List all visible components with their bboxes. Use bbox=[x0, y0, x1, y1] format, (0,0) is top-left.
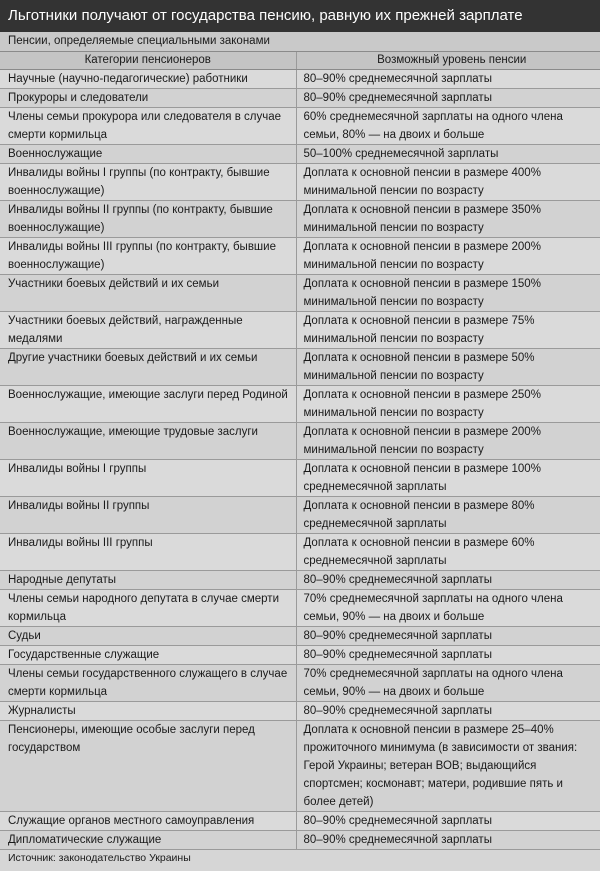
table-row bbox=[0, 89, 600, 108]
pension-level-cell: 80–90% среднемесячной зарплаты bbox=[296, 70, 600, 89]
category-cell: Инвалиды войны I группы bbox=[0, 460, 296, 497]
category-cell: Члены семьи прокурора или следователя в случае смерти кормильца bbox=[0, 108, 296, 145]
pension-level-cell: 80–90% среднемесячной зарплаты bbox=[296, 571, 600, 590]
table-row bbox=[0, 164, 600, 201]
pension-level-cell: 80–90% среднемесячной зарплаты bbox=[296, 702, 600, 721]
pension-level-cell: 80–90% среднемесячной зарплаты bbox=[296, 812, 600, 831]
pension-level-cell: 80–90% среднемесячной зарплаты bbox=[296, 627, 600, 646]
category-cell: Дипломатические служащие bbox=[0, 831, 296, 850]
pension-level-cell: Доплата к основной пенсии в размере 25–40% прожиточного минимума (в зависимости от звания: Герой Украины; ветеран ВОВ; выдающийся спортсмен; космонавт; матери, родившие пять и более детей) bbox=[296, 721, 600, 812]
table-row bbox=[0, 201, 600, 238]
category-cell: Участники боевых действий и их семьи bbox=[0, 275, 296, 312]
category-cell: Служащие органов местного самоуправления bbox=[0, 812, 296, 831]
table-row bbox=[0, 534, 600, 571]
table-row bbox=[0, 721, 600, 812]
category-cell: Члены семьи государственного служащего в случае смерти кормильца bbox=[0, 665, 296, 702]
category-cell: Инвалиды войны I группы (по контракту, бывшие военнослужащие) bbox=[0, 164, 296, 201]
pension-level-cell: 70% среднемесячной зарплаты на одного члена семьи, 90% — на двоих и больше bbox=[296, 665, 600, 702]
category-cell: Инвалиды войны II группы bbox=[0, 497, 296, 534]
category-cell: Пенсионеры, имеющие особые заслуги перед государством bbox=[0, 721, 296, 812]
table-body bbox=[0, 70, 600, 850]
pension-level-cell: 80–90% среднемесячной зарплаты bbox=[296, 831, 600, 850]
table-row bbox=[0, 108, 600, 145]
category-cell: Инвалиды войны III группы (по контракту, бывшие военнослужащие) bbox=[0, 238, 296, 275]
column-header-category: Категории пенсионеров bbox=[0, 52, 296, 70]
table-row bbox=[0, 386, 600, 423]
pension-level-cell: 50–100% среднемесячной зарплаты bbox=[296, 145, 600, 164]
table-row bbox=[0, 497, 600, 534]
pension-level-cell: Доплата к основной пенсии в размере 200% минимальной пенсии по возрасту bbox=[296, 423, 600, 460]
pension-level-cell: Доплата к основной пенсии в размере 100% среднемесячной зарплаты bbox=[296, 460, 600, 497]
category-cell: Прокуроры и следователи bbox=[0, 89, 296, 108]
pension-level-cell: 70% среднемесячной зарплаты на одного члена семьи, 90% — на двоих и больше bbox=[296, 590, 600, 627]
table-row bbox=[0, 571, 600, 590]
table-row bbox=[0, 627, 600, 646]
pension-level-cell: 80–90% среднемесячной зарплаты bbox=[296, 89, 600, 108]
pension-level-cell: 80–90% среднемесячной зарплаты bbox=[296, 646, 600, 665]
table-row bbox=[0, 831, 600, 850]
table-row bbox=[0, 423, 600, 460]
source-note: Источник: законодательство Украины bbox=[0, 850, 600, 866]
category-cell: Инвалиды войны II группы (по контракту, бывшие военнослужащие) bbox=[0, 201, 296, 238]
category-cell: Члены семьи народного депутата в случае смерти кормильца bbox=[0, 590, 296, 627]
table-row bbox=[0, 702, 600, 721]
table-row bbox=[0, 145, 600, 164]
category-cell: Другие участники боевых действий и их семьи bbox=[0, 349, 296, 386]
pension-table bbox=[0, 52, 600, 850]
pension-level-cell: Доплата к основной пенсии в размере 80% среднемесячной зарплаты bbox=[296, 497, 600, 534]
pension-level-cell: Доплата к основной пенсии в размере 200% минимальной пенсии по возрасту bbox=[296, 238, 600, 275]
pension-level-cell: Доплата к основной пенсии в размере 350% минимальной пенсии по возрасту bbox=[296, 201, 600, 238]
table-row bbox=[0, 70, 600, 89]
pension-level-cell: Доплата к основной пенсии в размере 60% среднемесячной зарплаты bbox=[296, 534, 600, 571]
table-row bbox=[0, 275, 600, 312]
category-cell: Инвалиды войны III группы bbox=[0, 534, 296, 571]
category-cell: Народные депутаты bbox=[0, 571, 296, 590]
table-row bbox=[0, 349, 600, 386]
category-cell: Государственные служащие bbox=[0, 646, 296, 665]
pension-level-cell: Доплата к основной пенсии в размере 75% минимальной пенсии по возрасту bbox=[296, 312, 600, 349]
table-row bbox=[0, 238, 600, 275]
table-row bbox=[0, 812, 600, 831]
pension-level-cell: Доплата к основной пенсии в размере 50% минимальной пенсии по возрасту bbox=[296, 349, 600, 386]
category-cell: Судьи bbox=[0, 627, 296, 646]
category-cell: Военнослужащие, имеющие трудовые заслуги bbox=[0, 423, 296, 460]
table-row bbox=[0, 646, 600, 665]
pension-level-cell: Доплата к основной пенсии в размере 250% минимальной пенсии по возрасту bbox=[296, 386, 600, 423]
table-row bbox=[0, 460, 600, 497]
pension-level-cell: Доплата к основной пенсии в размере 150% минимальной пенсии по возрасту bbox=[296, 275, 600, 312]
category-cell: Военнослужащие, имеющие заслуги перед Родиной bbox=[0, 386, 296, 423]
table-subtitle: Пенсии, определяемые специальными законами bbox=[0, 32, 600, 52]
pension-level-cell: 60% среднемесячной зарплаты на одного члена семьи, 80% — на двоих и больше bbox=[296, 108, 600, 145]
category-cell: Военнослужащие bbox=[0, 145, 296, 164]
table-header-row bbox=[0, 52, 600, 70]
page-title: Льготники получают от государства пенсию, равную их прежней зарплате bbox=[0, 0, 600, 32]
table-row bbox=[0, 665, 600, 702]
pension-level-cell: Доплата к основной пенсии в размере 400% минимальной пенсии по возрасту bbox=[296, 164, 600, 201]
category-cell: Научные (научно-педагогические) работники bbox=[0, 70, 296, 89]
table-row bbox=[0, 590, 600, 627]
column-header-level: Возможный уровень пенсии bbox=[296, 52, 600, 70]
category-cell: Журналисты bbox=[0, 702, 296, 721]
category-cell: Участники боевых действий, награжденные медалями bbox=[0, 312, 296, 349]
table-row bbox=[0, 312, 600, 349]
